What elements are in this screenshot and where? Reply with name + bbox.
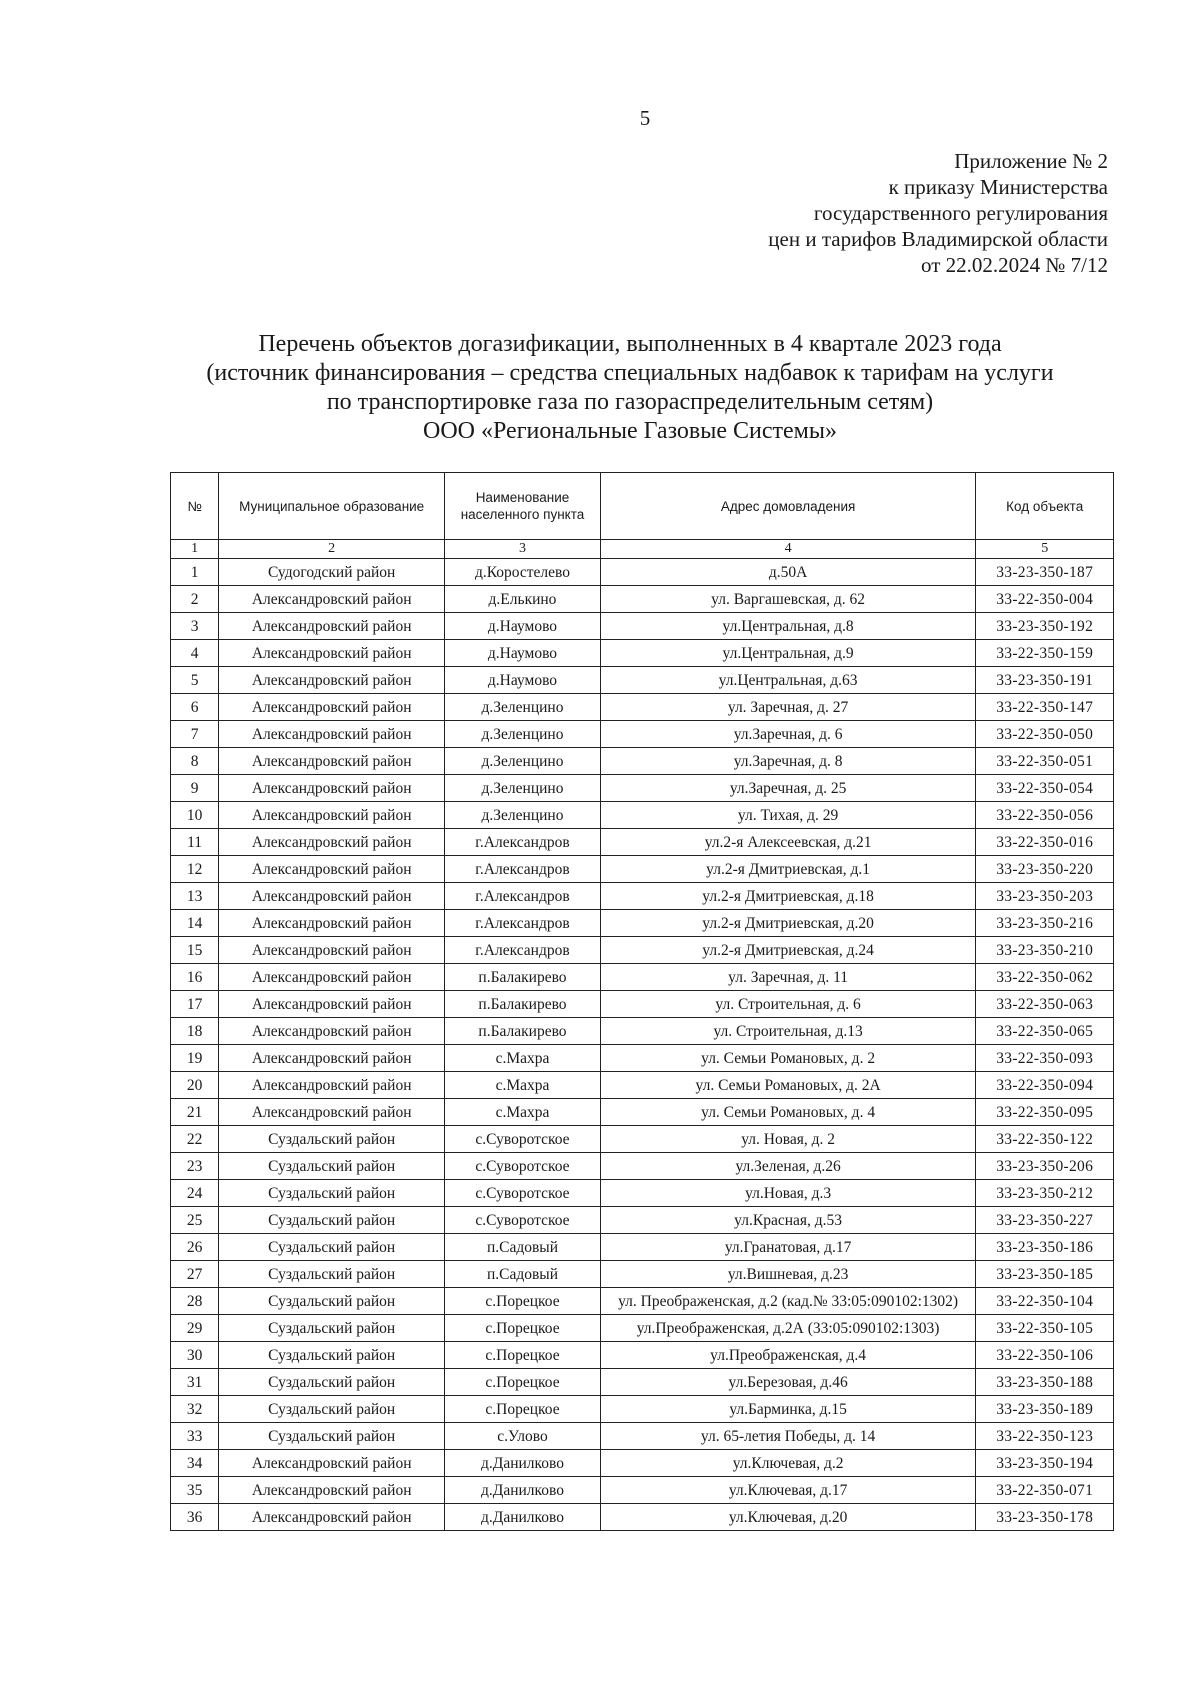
cell-object-code: 33-23-350-203 [976, 883, 1114, 910]
table-row [171, 586, 1114, 613]
table-row [171, 1126, 1114, 1153]
cell-settlement: г.Александров [445, 910, 601, 937]
cell-address: ул. Заречная, д. 27 [600, 694, 976, 721]
cell-settlement: п.Садовый [445, 1234, 601, 1261]
cell-settlement: с.Порецкое [445, 1369, 601, 1396]
table-row [171, 1504, 1114, 1531]
cell-number: 35 [171, 1477, 219, 1504]
cell-municipality: Суздальский район [219, 1261, 445, 1288]
cell-number: 2 [171, 586, 219, 613]
page-number: 5 [639, 106, 651, 130]
cell-address: ул.Ключевая, д.2 [600, 1450, 976, 1477]
column-numbering-row [171, 540, 1114, 559]
cell-municipality: Суздальский район [219, 1153, 445, 1180]
document-title [150, 330, 1110, 446]
cell-municipality: Александровский район [219, 937, 445, 964]
cell-municipality: Суздальский район [219, 1288, 445, 1315]
cell-address: ул.2-я Дмитриевская, д.24 [600, 937, 976, 964]
cell-settlement: д.Зеленцино [445, 748, 601, 775]
table-row [171, 910, 1114, 937]
column-number: 1 [171, 540, 219, 559]
cell-number: 21 [171, 1099, 219, 1126]
cell-settlement: д.Зеленцино [445, 694, 601, 721]
cell-settlement: д.Зеленцино [445, 802, 601, 829]
cell-municipality: Александровский район [219, 883, 445, 910]
cell-address: ул.Красная, д.53 [600, 1207, 976, 1234]
cell-municipality: Александровский район [219, 829, 445, 856]
cell-settlement: д.Наумово [445, 640, 601, 667]
cell-number: 12 [171, 856, 219, 883]
cell-settlement: д.Данилково [445, 1504, 601, 1531]
table-row [171, 1342, 1114, 1369]
cell-settlement: с.Махра [445, 1045, 601, 1072]
cell-object-code: 33-22-350-054 [976, 775, 1114, 802]
cell-address: ул.Центральная, д.63 [600, 667, 976, 694]
cell-object-code: 33-22-350-105 [976, 1315, 1114, 1342]
cell-municipality: Александровский район [219, 613, 445, 640]
cell-number: 17 [171, 991, 219, 1018]
cell-number: 10 [171, 802, 219, 829]
cell-municipality: Александровский район [219, 1018, 445, 1045]
cell-municipality: Александровский район [219, 694, 445, 721]
cell-address: ул. 65-летия Победы, д. 14 [600, 1423, 976, 1450]
cell-municipality: Александровский район [219, 1045, 445, 1072]
cell-object-code: 33-23-350-216 [976, 910, 1114, 937]
cell-address: ул.Заречная, д. 6 [600, 721, 976, 748]
cell-settlement: с.Порецкое [445, 1396, 601, 1423]
title-line: (источник финансирования – средства специальных надбавок к тарифам на услуги [206, 360, 1054, 386]
cell-object-code: 33-22-350-050 [976, 721, 1114, 748]
cell-address: ул. Заречная, д. 11 [600, 964, 976, 991]
cell-number: 3 [171, 613, 219, 640]
cell-municipality: Суздальский район [219, 1207, 445, 1234]
cell-object-code: 33-23-350-191 [976, 667, 1114, 694]
cell-number: 7 [171, 721, 219, 748]
cell-number: 4 [171, 640, 219, 667]
cell-settlement: д.Зеленцино [445, 721, 601, 748]
appendix-line: государственного регулирования [813, 201, 1108, 225]
cell-settlement: с.Суворотское [445, 1207, 601, 1234]
cell-address: ул.Центральная, д.8 [600, 613, 976, 640]
table-header-row [171, 473, 1114, 540]
table-row [171, 1153, 1114, 1180]
cell-object-code: 33-22-350-095 [976, 1099, 1114, 1126]
cell-object-code: 33-22-350-063 [976, 991, 1114, 1018]
cell-municipality: Суздальский район [219, 1126, 445, 1153]
table-row [171, 559, 1114, 586]
cell-address: ул. Новая, д. 2 [600, 1126, 976, 1153]
cell-object-code: 33-22-350-016 [976, 829, 1114, 856]
table-row [171, 1045, 1114, 1072]
table-body [171, 559, 1114, 1531]
table-row [171, 667, 1114, 694]
table-row [171, 775, 1114, 802]
title-line: по транспортировке газа по газораспределительным сетям) [326, 389, 934, 415]
cell-number: 27 [171, 1261, 219, 1288]
cell-settlement: с.Махра [445, 1072, 601, 1099]
column-number: 2 [219, 540, 445, 559]
cell-address: ул.Заречная, д. 25 [600, 775, 976, 802]
cell-municipality: Суздальский район [219, 1234, 445, 1261]
header-municipality: Муниципальное образование [219, 473, 445, 540]
cell-municipality: Александровский район [219, 667, 445, 694]
cell-municipality: Суздальский район [219, 1315, 445, 1342]
cell-number: 24 [171, 1180, 219, 1207]
cell-number: 14 [171, 910, 219, 937]
cell-municipality: Судогодский район [219, 559, 445, 586]
table-row [171, 721, 1114, 748]
cell-municipality: Александровский район [219, 721, 445, 748]
cell-address: ул.Березовая, д.46 [600, 1369, 976, 1396]
cell-object-code: 33-22-350-093 [976, 1045, 1114, 1072]
cell-object-code: 33-23-350-187 [976, 559, 1114, 586]
cell-settlement: д.Елькино [445, 586, 601, 613]
cell-object-code: 33-22-350-122 [976, 1126, 1114, 1153]
cell-municipality: Александровский район [219, 640, 445, 667]
cell-settlement: д.Наумово [445, 613, 601, 640]
cell-address: ул. Семьи Романовых, д. 2А [600, 1072, 976, 1099]
table-row [171, 1207, 1114, 1234]
cell-object-code: 33-22-350-065 [976, 1018, 1114, 1045]
cell-address: ул.Ключевая, д.17 [600, 1477, 976, 1504]
cell-municipality: Александровский район [219, 964, 445, 991]
table-row [171, 937, 1114, 964]
appendix-block [768, 148, 1108, 278]
appendix-line: цен и тарифов Владимирской области [768, 227, 1108, 251]
cell-address: ул.Преображенская, д.4 [600, 1342, 976, 1369]
cell-municipality: Суздальский район [219, 1423, 445, 1450]
cell-object-code: 33-23-350-188 [976, 1369, 1114, 1396]
cell-settlement: п.Балакирево [445, 964, 601, 991]
cell-municipality: Александровский район [219, 856, 445, 883]
cell-settlement: с.Махра [445, 1099, 601, 1126]
cell-settlement: с.Порецкое [445, 1288, 601, 1315]
cell-settlement: с.Суворотское [445, 1153, 601, 1180]
table-row [171, 1477, 1114, 1504]
cell-settlement: д.Данилково [445, 1477, 601, 1504]
cell-number: 36 [171, 1504, 219, 1531]
cell-address: ул.Ключевая, д.20 [600, 1504, 976, 1531]
table-row [171, 748, 1114, 775]
column-number: 3 [445, 540, 601, 559]
cell-address: ул.2-я Дмитриевская, д.20 [600, 910, 976, 937]
cell-municipality: Александровский район [219, 1477, 445, 1504]
cell-object-code: 33-23-350-212 [976, 1180, 1114, 1207]
cell-settlement: г.Александров [445, 856, 601, 883]
cell-municipality: Александровский район [219, 1450, 445, 1477]
cell-number: 33 [171, 1423, 219, 1450]
appendix-line: к приказу Министерства [888, 175, 1108, 199]
table-row [171, 1315, 1114, 1342]
cell-address: ул. Семьи Романовых, д. 4 [600, 1099, 976, 1126]
table-row [171, 964, 1114, 991]
objects-table [170, 472, 1114, 1531]
cell-object-code: 33-22-350-159 [976, 640, 1114, 667]
cell-municipality: Александровский район [219, 802, 445, 829]
cell-object-code: 33-22-350-094 [976, 1072, 1114, 1099]
cell-object-code: 33-22-350-056 [976, 802, 1114, 829]
cell-settlement: с.Порецкое [445, 1342, 601, 1369]
table-row [171, 1180, 1114, 1207]
cell-settlement: д.Зеленцино [445, 775, 601, 802]
cell-settlement: д.Наумово [445, 667, 601, 694]
cell-number: 20 [171, 1072, 219, 1099]
cell-address: ул.2-я Алексеевская, д.21 [600, 829, 976, 856]
cell-number: 30 [171, 1342, 219, 1369]
cell-number: 1 [171, 559, 219, 586]
cell-object-code: 33-22-350-106 [976, 1342, 1114, 1369]
cell-settlement: с.Суворотское [445, 1180, 601, 1207]
header-number: № [171, 473, 219, 540]
title-line: Перечень объектов догазификации, выполненных в 4 квартале 2023 года [258, 331, 1002, 357]
cell-number: 8 [171, 748, 219, 775]
cell-address: ул.Новая, д.3 [600, 1180, 976, 1207]
cell-municipality: Суздальский район [219, 1369, 445, 1396]
header-address: Адрес домовладения [600, 473, 976, 540]
column-number: 5 [976, 540, 1114, 559]
appendix-line: от 22.02.2024 № 7/12 [920, 253, 1108, 277]
cell-address: ул.2-я Дмитриевская, д.1 [600, 856, 976, 883]
table-row [171, 1018, 1114, 1045]
table-row [171, 883, 1114, 910]
cell-settlement: с.Улово [445, 1423, 601, 1450]
cell-number: 29 [171, 1315, 219, 1342]
table-row [171, 613, 1114, 640]
table-row [171, 694, 1114, 721]
cell-address: ул.Барминка, д.15 [600, 1396, 976, 1423]
cell-object-code: 33-22-350-147 [976, 694, 1114, 721]
table-row [171, 1234, 1114, 1261]
cell-object-code: 33-23-350-194 [976, 1450, 1114, 1477]
cell-number: 23 [171, 1153, 219, 1180]
cell-address: ул. Варгашевская, д. 62 [600, 586, 976, 613]
cell-number: 28 [171, 1288, 219, 1315]
cell-settlement: с.Суворотское [445, 1126, 601, 1153]
cell-address: д.50А [600, 559, 976, 586]
table-row [171, 1072, 1114, 1099]
cell-municipality: Александровский район [219, 910, 445, 937]
table-row [171, 856, 1114, 883]
cell-number: 26 [171, 1234, 219, 1261]
table-row [171, 1396, 1114, 1423]
cell-municipality: Суздальский район [219, 1396, 445, 1423]
cell-object-code: 33-22-350-004 [976, 586, 1114, 613]
cell-municipality: Александровский район [219, 748, 445, 775]
cell-number: 6 [171, 694, 219, 721]
cell-municipality: Александровский район [219, 1099, 445, 1126]
cell-number: 25 [171, 1207, 219, 1234]
cell-number: 18 [171, 1018, 219, 1045]
cell-number: 31 [171, 1369, 219, 1396]
cell-object-code: 33-22-350-123 [976, 1423, 1114, 1450]
cell-settlement: с.Порецкое [445, 1315, 601, 1342]
table-row [171, 1288, 1114, 1315]
cell-address: ул.Гранатовая, д.17 [600, 1234, 976, 1261]
title-line: ООО «Региональные Газовые Системы» [423, 418, 837, 444]
cell-settlement: г.Александров [445, 829, 601, 856]
table-row [171, 991, 1114, 1018]
cell-object-code: 33-23-350-189 [976, 1396, 1114, 1423]
cell-number: 32 [171, 1396, 219, 1423]
cell-address: ул. Тихая, д. 29 [600, 802, 976, 829]
cell-number: 13 [171, 883, 219, 910]
cell-object-code: 33-23-350-220 [976, 856, 1114, 883]
cell-number: 15 [171, 937, 219, 964]
cell-number: 19 [171, 1045, 219, 1072]
table-row [171, 802, 1114, 829]
table-row [171, 1369, 1114, 1396]
cell-settlement: д.Данилково [445, 1450, 601, 1477]
cell-object-code: 33-23-350-192 [976, 613, 1114, 640]
cell-municipality: Александровский район [219, 991, 445, 1018]
cell-object-code: 33-22-350-062 [976, 964, 1114, 991]
cell-address: ул. Строительная, д.13 [600, 1018, 976, 1045]
cell-settlement: п.Балакирево [445, 991, 601, 1018]
cell-object-code: 33-23-350-186 [976, 1234, 1114, 1261]
cell-address: ул. Преображенская, д.2 (кад.№ 33:05:090102:1302) [600, 1288, 976, 1315]
cell-address: ул.Зеленая, д.26 [600, 1153, 976, 1180]
table-row [171, 640, 1114, 667]
cell-address: ул. Строительная, д. 6 [600, 991, 976, 1018]
cell-number: 16 [171, 964, 219, 991]
cell-municipality: Александровский район [219, 586, 445, 613]
cell-municipality: Суздальский район [219, 1180, 445, 1207]
cell-number: 11 [171, 829, 219, 856]
cell-number: 5 [171, 667, 219, 694]
column-number: 4 [600, 540, 976, 559]
cell-object-code: 33-23-350-185 [976, 1261, 1114, 1288]
header-settlement: Наименование населенного пункта [445, 473, 601, 540]
cell-address: ул.Преображенская, д.2А (33:05:090102:1303) [600, 1315, 976, 1342]
cell-address: ул. Семьи Романовых, д. 2 [600, 1045, 976, 1072]
header-object-code: Код объекта [976, 473, 1114, 540]
cell-object-code: 33-23-350-227 [976, 1207, 1114, 1234]
cell-object-code: 33-23-350-210 [976, 937, 1114, 964]
cell-object-code: 33-22-350-104 [976, 1288, 1114, 1315]
cell-object-code: 33-22-350-071 [976, 1477, 1114, 1504]
cell-settlement: п.Балакирево [445, 1018, 601, 1045]
cell-address: ул.2-я Дмитриевская, д.18 [600, 883, 976, 910]
cell-object-code: 33-22-350-051 [976, 748, 1114, 775]
appendix-line: Приложение № 2 [954, 149, 1108, 173]
cell-municipality: Александровский район [219, 1504, 445, 1531]
cell-settlement: д.Коростелево [445, 559, 601, 586]
cell-settlement: г.Александров [445, 883, 601, 910]
cell-settlement: п.Садовый [445, 1261, 601, 1288]
cell-number: 34 [171, 1450, 219, 1477]
cell-address: ул.Заречная, д. 8 [600, 748, 976, 775]
cell-number: 9 [171, 775, 219, 802]
cell-settlement: г.Александров [445, 937, 601, 964]
table-row [171, 1423, 1114, 1450]
cell-municipality: Суздальский район [219, 1342, 445, 1369]
cell-object-code: 33-23-350-178 [976, 1504, 1114, 1531]
cell-municipality: Александровский район [219, 1072, 445, 1099]
cell-object-code: 33-23-350-206 [976, 1153, 1114, 1180]
cell-address: ул.Центральная, д.9 [600, 640, 976, 667]
cell-address: ул.Вишневая, д.23 [600, 1261, 976, 1288]
table-row [171, 829, 1114, 856]
table-row [171, 1099, 1114, 1126]
cell-municipality: Александровский район [219, 775, 445, 802]
cell-number: 22 [171, 1126, 219, 1153]
table-row [171, 1261, 1114, 1288]
table-row [171, 1450, 1114, 1477]
